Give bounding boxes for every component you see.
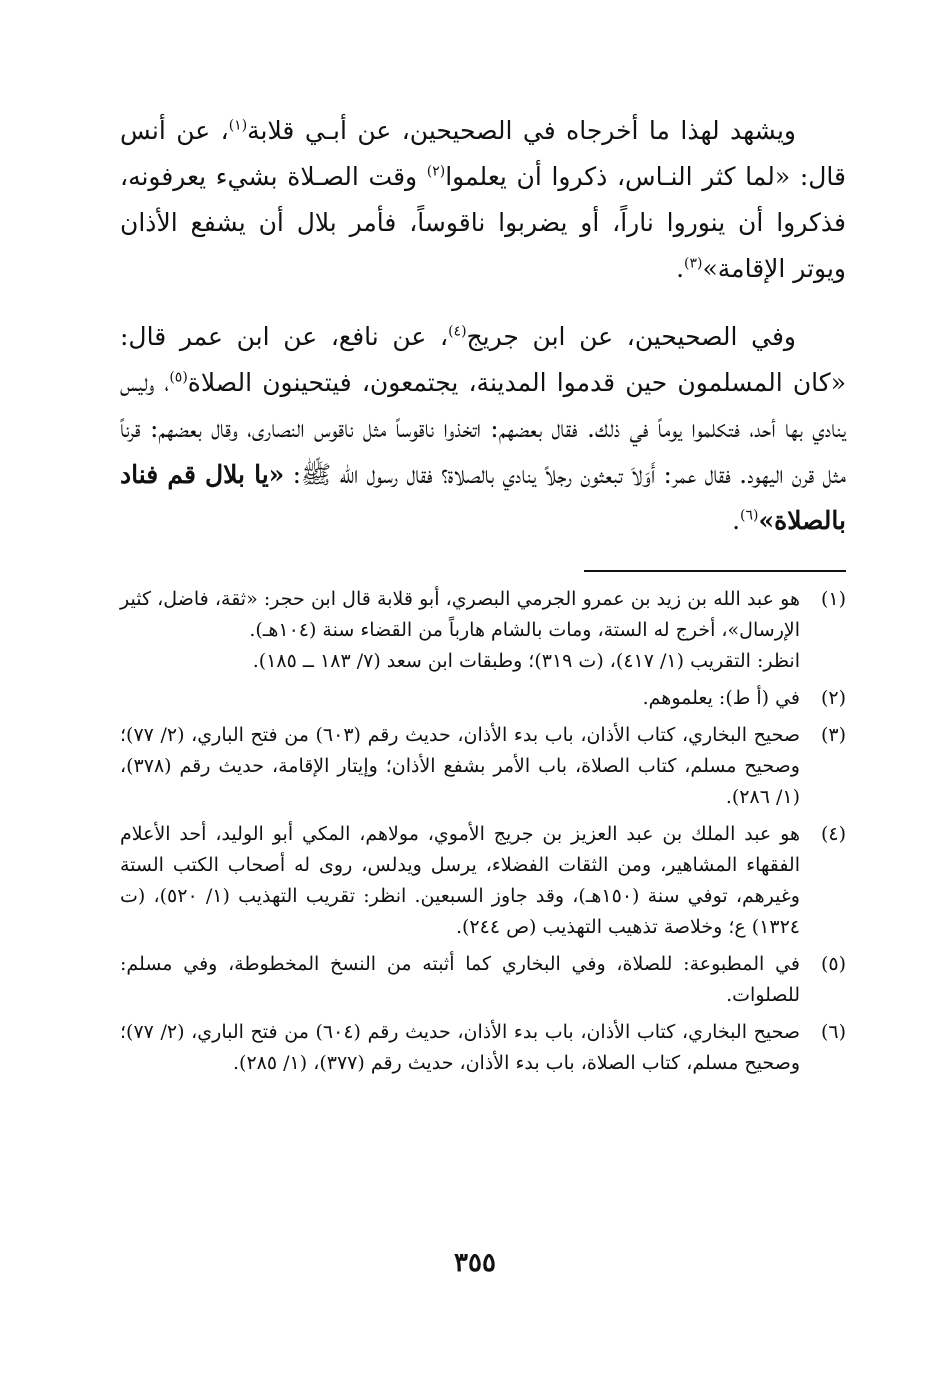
- footnote-item: [120, 584, 846, 677]
- book-page: [120, 108, 846, 1288]
- paragraph-text: .: [732, 506, 741, 535]
- footnote-item: [120, 683, 846, 714]
- footnote-item: [120, 949, 846, 1011]
- footnote-line: صحيح البخاري، كتاب الأذان، باب بدء الأذان، حديث رقم (٦٠٣) من فتح الباري، (٢/ ٧٧)؛ وصحيح مسلم، كتاب الصلاة، باب الأمر بشفع الأذان؛ وإيتار الإقامة، حديث رقم (٣٧٨)، (١/ ٢٨٦).: [120, 724, 800, 808]
- footnote-text: [120, 683, 800, 714]
- footnote-line: في (أ ط): يعلموهم.: [642, 687, 800, 709]
- paragraph-text: ، عن أنس قال: «لما كثر النـاس، ذكروا أن يعلموا: [120, 116, 846, 191]
- footnote-text: [120, 720, 800, 813]
- body-paragraph: [120, 108, 846, 292]
- footnote-number: (١): [820, 588, 846, 610]
- footnote-reference: (٢): [426, 163, 446, 180]
- footnote-number: (٥): [820, 953, 846, 975]
- paragraph-text: وفي الصحيحين، عن ابن جريج: [466, 322, 796, 351]
- footnote-text: [120, 819, 800, 943]
- paragraph-text: وقت الصـلاة بشيء يعرفونه، فذكروا أن ينوروا ناراً، أو يضربوا ناقوساً، فأمر بلال أن يشفع الأذان ويوتر الإقامة»: [120, 162, 846, 283]
- footnote-line: انظر: التقريب (١/ ٤١٧)، (ت ٣١٩)؛ وطبقات ابن سعد (٧/ ١٨٣ ــ ١٨٥).: [252, 650, 800, 672]
- paragraph-text: .: [676, 254, 685, 283]
- footnote-separator: [584, 570, 846, 572]
- quoted-hadith-text: «يا بلال قم فناد بالصلاة»: [120, 460, 846, 535]
- footnote-number: (٢): [820, 687, 846, 709]
- footnote-item: [120, 819, 846, 943]
- footnote-text: [120, 949, 800, 1011]
- footnote-text: [120, 584, 800, 677]
- footnote-number: (٣): [820, 724, 846, 746]
- footnote-line: هو عبد الله بن زيد بن عمرو الجرمي البصري، أبو قلابة قال ابن حجر: «ثقة، فاضل، كثير الإرسال»، أخرج له الستة، ومات بالشام هارباً من القضاء سنة (١٠٤هـ).: [120, 588, 800, 641]
- footnote-text: [120, 1017, 800, 1079]
- footnotes: [120, 584, 846, 1079]
- page-number: ٣٥٥: [454, 1248, 496, 1278]
- footnote-number: (٤): [820, 823, 846, 845]
- footnote-reference: (٤): [448, 323, 467, 340]
- footnote-line: هو عبد الملك بن عبد العزيز بن جريج الأموي، مولاهم، المكي أبو الوليد، أحد الأعلام الفقهاء المشاهير، ومن الثقات الفضلاء، يرسل ويدلس، روى له أصحاب الكتب الستة وغيرهم، توفي سنة (١٥٠هـ)، وقد جاوز السبعين. انظر: تقريب التهذيب (١/ ٥٢٠)، (ت ١٣٢٤) ع؛ وخلاصة تذهيب التهذيب (ص ٢٤٤).: [120, 823, 800, 938]
- paragraph-text: ، عن نافع، عن ابن عمر قال: «كان المسلمون حين قدموا المدينة، يجتمعون، فيتحينون الصلاة: [120, 322, 846, 397]
- footnote-reference: (٥): [169, 369, 188, 386]
- paragraph-text: ويشهد لهذا ما أخرجاه في الصحيحين، عن أبـي قلابة: [247, 116, 797, 145]
- footnote-reference: (٦): [740, 507, 759, 524]
- footnote-item: [120, 1017, 846, 1079]
- body-paragraph: [120, 314, 846, 544]
- footnote-line: صحيح البخاري، كتاب الأذان، باب بدء الأذان، حديث رقم (٦٠٤) من فتح الباري، (٢/ ٧٧)؛ وصحيح مسلم، كتاب الصلاة، باب بدء الأذان، حديث رقم (٣٧٧)، (١/ ٢٨٥).: [120, 1021, 800, 1074]
- footnote-reference: (٣): [684, 255, 703, 272]
- paragraph-text: ، وليس ينادي بها أحد، فتكلموا يوماً في ذلك. فقال بعضهم: اتخذوا ناقوساً مثل ناقوس النصارى، وقال بعضهم: قرناً مثل قرن اليهود. فقال عمر: أَوَلاَ تبعثون رجلاً ينادي بالصلاة؟ فقال رسول الله ﷺ:: [120, 368, 846, 489]
- footnote-item: [120, 720, 846, 813]
- footnote-line: في المطبوعة: للصلاة، وفي البخاري كما أثبته من النسخ المخطوطة، وفي مسلم: للصلوات.: [120, 953, 800, 1006]
- footnote-reference: (١): [228, 117, 248, 134]
- footnote-number: (٦): [820, 1021, 846, 1043]
- main-text: [120, 108, 846, 544]
